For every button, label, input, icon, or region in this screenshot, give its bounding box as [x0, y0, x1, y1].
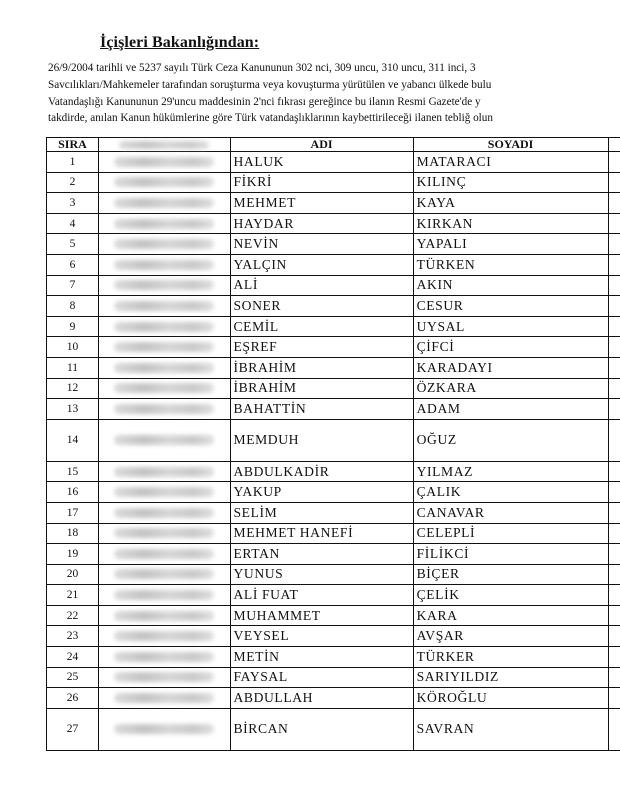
last-name: YILMAZ [413, 461, 608, 482]
redacted-cell [98, 667, 230, 688]
last-name: KÖROĞLU [413, 688, 608, 709]
first-name: YUNUS [230, 564, 413, 585]
extra-cell [608, 667, 620, 688]
row-number: 9 [47, 316, 99, 337]
redacted-cell [98, 708, 230, 750]
extra-cell [608, 234, 620, 255]
last-name: KARADAYI [413, 357, 608, 378]
redacted-cell [98, 296, 230, 317]
last-name: CELEPLİ [413, 523, 608, 544]
table-row [47, 254, 620, 275]
redacted-text [114, 435, 214, 445]
row-number: 3 [47, 193, 99, 214]
first-name: FAYSAL [230, 667, 413, 688]
redacted-cell [98, 564, 230, 585]
redacted-cell [98, 254, 230, 275]
table-row [47, 605, 620, 626]
extra-cell [608, 502, 620, 523]
extra-cell [608, 605, 620, 626]
redacted-text [114, 198, 214, 208]
extra-cell [608, 585, 620, 606]
redacted-text [114, 528, 214, 538]
first-name: BİRCAN [230, 708, 413, 750]
extra-cell [608, 688, 620, 709]
last-name: MATARACI [413, 152, 608, 173]
last-name: AKIN [413, 275, 608, 296]
row-number: 19 [47, 544, 99, 565]
first-name: NEVİN [230, 234, 413, 255]
redacted-text [114, 383, 214, 393]
redacted-text [114, 590, 214, 600]
row-number: 27 [47, 708, 99, 750]
extra-cell [608, 275, 620, 296]
redacted-text [114, 631, 214, 641]
table-row [47, 399, 620, 420]
page-title: İçişleri Bakanlığından: [100, 34, 260, 51]
first-name: FİKRİ [230, 172, 413, 193]
table-row [47, 647, 620, 668]
row-number: 2 [47, 172, 99, 193]
header-sira: SIRA [47, 138, 99, 152]
redacted-cell [98, 152, 230, 173]
first-name: ABDULKADİR [230, 461, 413, 482]
redacted-text [114, 239, 214, 249]
first-name: SELİM [230, 502, 413, 523]
row-number: 17 [47, 502, 99, 523]
extra-cell [608, 461, 620, 482]
redacted-cell [98, 585, 230, 606]
row-number: 20 [47, 564, 99, 585]
extra-cell [608, 708, 620, 750]
first-name: ALİ [230, 275, 413, 296]
redacted-cell [98, 605, 230, 626]
table-row [47, 213, 620, 234]
first-name: İBRAHİM [230, 357, 413, 378]
paragraph-line: Vatandaşlığı Kanununun 29'uncu maddesinin 2'nci fıkrası gereğince bu ilanın Resmi Gazete'de y [48, 95, 481, 108]
extra-cell [608, 316, 620, 337]
first-name: BAHATTİN [230, 399, 413, 420]
row-number: 22 [47, 605, 99, 626]
citizenship-list-table [46, 137, 620, 751]
first-name: EŞREF [230, 337, 413, 358]
table-header-row [47, 138, 620, 152]
redacted-cell [98, 337, 230, 358]
row-number: 11 [47, 357, 99, 378]
last-name: TÜRKER [413, 647, 608, 668]
row-number: 14 [47, 419, 99, 461]
redacted-cell [98, 647, 230, 668]
first-name: MEMDUH [230, 419, 413, 461]
first-name: MUHAMMET [230, 605, 413, 626]
first-name: HALUK [230, 152, 413, 173]
paragraph-line: Savcılıkları/Mahkemeler tarafından soruşturma veya kovuşturma yürütülen ve yabancı ülkede bulu [48, 78, 492, 91]
extra-cell [608, 564, 620, 585]
table-row [47, 357, 620, 378]
redacted-cell [98, 399, 230, 420]
extra-cell [608, 647, 620, 668]
header-redacted [98, 138, 230, 152]
row-number: 1 [47, 152, 99, 173]
table-row [47, 172, 620, 193]
table-row [47, 482, 620, 503]
table-row [47, 564, 620, 585]
table-row [47, 626, 620, 647]
last-name: ÖZKARA [413, 378, 608, 399]
redacted-text [114, 260, 214, 270]
redacted-cell [98, 419, 230, 461]
first-name: İBRAHİM [230, 378, 413, 399]
redacted-cell [98, 234, 230, 255]
row-number: 4 [47, 213, 99, 234]
last-name: SARIYILDIZ [413, 667, 608, 688]
table-row [47, 688, 620, 709]
extra-cell [608, 523, 620, 544]
last-name: FİLİKCİ [413, 544, 608, 565]
last-name: UYSAL [413, 316, 608, 337]
row-number: 12 [47, 378, 99, 399]
redacted-cell [98, 523, 230, 544]
redacted-cell [98, 502, 230, 523]
redacted-text [114, 611, 214, 621]
first-name: SONER [230, 296, 413, 317]
redacted-text [114, 652, 214, 662]
redacted-cell [98, 172, 230, 193]
redacted-text [114, 363, 214, 373]
redacted-text [114, 487, 214, 497]
table-row [47, 152, 620, 173]
redacted-cell [98, 688, 230, 709]
last-name: BİÇER [413, 564, 608, 585]
last-name: ÇALIK [413, 482, 608, 503]
last-name: KILINÇ [413, 172, 608, 193]
first-name: METİN [230, 647, 413, 668]
redacted-text [114, 219, 214, 229]
redacted-cell [98, 482, 230, 503]
table-row [47, 523, 620, 544]
last-name: CESUR [413, 296, 608, 317]
redacted-text [114, 467, 214, 477]
last-name: YAPALI [413, 234, 608, 255]
row-number: 26 [47, 688, 99, 709]
last-name: TÜRKEN [413, 254, 608, 275]
last-name: KARA [413, 605, 608, 626]
table-row [47, 316, 620, 337]
extra-cell [608, 419, 620, 461]
redacted-cell [98, 626, 230, 647]
redacted-text [119, 141, 209, 149]
redacted-cell [98, 275, 230, 296]
last-name: SAVRAN [413, 708, 608, 750]
first-name: VEYSEL [230, 626, 413, 647]
redacted-text [114, 322, 214, 332]
extra-cell [608, 254, 620, 275]
table-row [47, 708, 620, 750]
redacted-cell [98, 544, 230, 565]
table-row [47, 419, 620, 461]
redacted-cell [98, 193, 230, 214]
redacted-text [114, 672, 214, 682]
announcement-paragraph [48, 60, 620, 127]
first-name: CEMİL [230, 316, 413, 337]
last-name: KAYA [413, 193, 608, 214]
table-row [47, 378, 620, 399]
redacted-cell [98, 316, 230, 337]
first-name: ERTAN [230, 544, 413, 565]
extra-cell [608, 296, 620, 317]
first-name: ABDULLAH [230, 688, 413, 709]
header-extra [608, 138, 620, 152]
table-row [47, 502, 620, 523]
last-name: CANAVAR [413, 502, 608, 523]
first-name: YAKUP [230, 482, 413, 503]
last-name: ÇİFCİ [413, 337, 608, 358]
table-row [47, 193, 620, 214]
table-row [47, 544, 620, 565]
table-row [47, 337, 620, 358]
redacted-cell [98, 461, 230, 482]
row-number: 8 [47, 296, 99, 317]
row-number: 18 [47, 523, 99, 544]
row-number: 25 [47, 667, 99, 688]
row-number: 15 [47, 461, 99, 482]
extra-cell [608, 357, 620, 378]
row-number: 24 [47, 647, 99, 668]
row-number: 7 [47, 275, 99, 296]
paragraph-line: 26/9/2004 tarihli ve 5237 sayılı Türk Ceza Kanununun 302 nci, 309 uncu, 310 uncu, 311 inci, 3 [48, 62, 476, 74]
extra-cell [608, 626, 620, 647]
redacted-text [114, 157, 214, 167]
row-number: 5 [47, 234, 99, 255]
last-name: OĞUZ [413, 419, 608, 461]
redacted-cell [98, 357, 230, 378]
extra-cell [608, 337, 620, 358]
extra-cell [608, 213, 620, 234]
extra-cell [608, 544, 620, 565]
row-number: 23 [47, 626, 99, 647]
extra-cell [608, 172, 620, 193]
extra-cell [608, 482, 620, 503]
redacted-text [114, 693, 214, 703]
table-row [47, 461, 620, 482]
table-row [47, 275, 620, 296]
paragraph-line: takdirde, anılan Kanun hükümlerine göre Türk vatandaşlıklarının kaybettirileceği ilanen tebliğ olun [48, 112, 493, 125]
last-name: ÇELİK [413, 585, 608, 606]
last-name: KIRKAN [413, 213, 608, 234]
table-row [47, 296, 620, 317]
last-name: ADAM [413, 399, 608, 420]
first-name: YALÇIN [230, 254, 413, 275]
redacted-cell [98, 378, 230, 399]
first-name: MEHMET HANEFİ [230, 523, 413, 544]
redacted-text [114, 549, 214, 559]
first-name: ALİ FUAT [230, 585, 413, 606]
redacted-text [114, 569, 214, 579]
redacted-cell [98, 213, 230, 234]
redacted-text [114, 177, 214, 187]
row-number: 16 [47, 482, 99, 503]
redacted-text [114, 301, 214, 311]
extra-cell [608, 378, 620, 399]
redacted-text [114, 724, 214, 734]
first-name: HAYDAR [230, 213, 413, 234]
first-name: MEHMET [230, 193, 413, 214]
table-row [47, 667, 620, 688]
row-number: 13 [47, 399, 99, 420]
header-adi: ADI [230, 138, 413, 152]
extra-cell [608, 193, 620, 214]
header-soyadi: SOYADI [413, 138, 608, 152]
row-number: 6 [47, 254, 99, 275]
extra-cell [608, 399, 620, 420]
redacted-text [114, 342, 214, 352]
extra-cell [608, 152, 620, 173]
redacted-text [114, 404, 214, 414]
table-row [47, 585, 620, 606]
row-number: 10 [47, 337, 99, 358]
redacted-text [114, 280, 214, 290]
row-number: 21 [47, 585, 99, 606]
redacted-text [114, 508, 214, 518]
last-name: AVŞAR [413, 626, 608, 647]
table-row [47, 234, 620, 255]
